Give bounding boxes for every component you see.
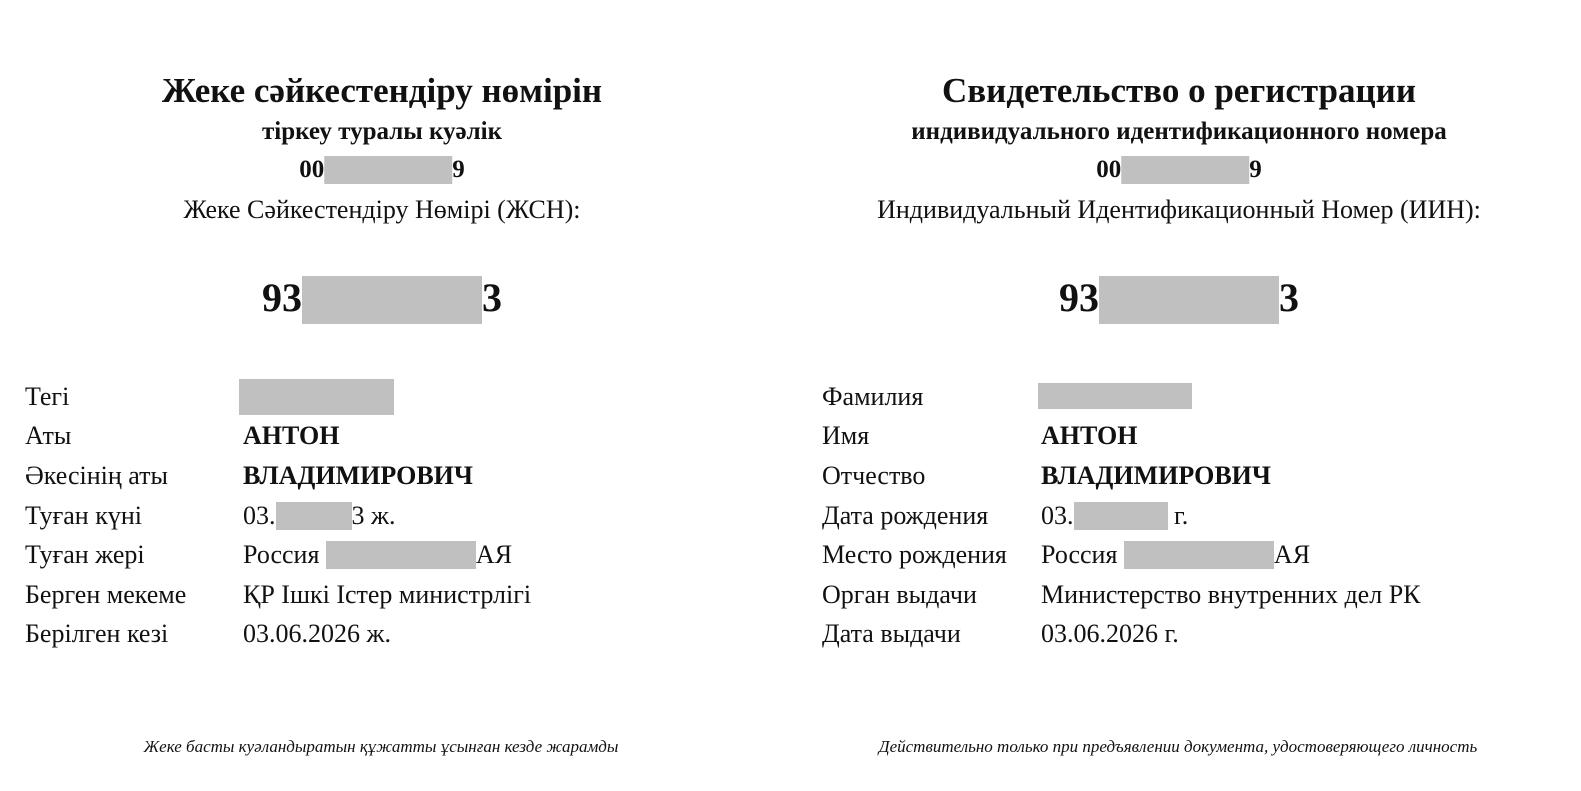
issue-date-value: 03.06.2026 ж. — [243, 619, 391, 648]
redaction-block — [1099, 276, 1279, 324]
certificate-number-prefix: 00 — [299, 156, 325, 183]
patronymic-label: Әкесінің аты — [25, 461, 168, 490]
birth-date-label: Туған күні — [25, 501, 142, 530]
redaction-block — [326, 541, 476, 569]
issuer-value: ҚР Ішкі Істер министрлігі — [243, 580, 532, 609]
birth-place-label: Место рождения — [822, 540, 1007, 569]
surname-label: Тегі — [25, 382, 70, 411]
issuer-value: Министерство внутренних дел РК — [1041, 580, 1421, 609]
name-value: АНТОН — [1041, 421, 1138, 450]
certificate-title: Свидетельство о регистрации — [941, 71, 1417, 110]
birth-date-prefix: 03. — [243, 501, 276, 530]
birth-place-suffix: АЯ — [475, 540, 513, 569]
id-number — [262, 274, 502, 324]
certificate-number-suffix: 9 — [1249, 156, 1262, 183]
id-number-prefix: 93 — [1059, 275, 1099, 320]
id-number-suffix: 3 — [482, 275, 502, 320]
certificate-number-suffix: 9 — [452, 156, 465, 183]
redaction-block — [1121, 156, 1249, 184]
patronymic-value: ВЛАДИМИРОВИЧ — [1041, 461, 1271, 490]
certificate-number-prefix: 00 — [1096, 156, 1122, 183]
birth-date-value — [1041, 500, 1188, 532]
validity-note: Действительно только при предъявлении документа, удостоверяющего личность — [878, 737, 1478, 756]
redaction-block — [1124, 541, 1274, 569]
birth-place-suffix: АЯ — [1273, 540, 1311, 569]
id-number — [1059, 274, 1299, 324]
birth-place-value — [1041, 539, 1310, 571]
id-number-prefix: 93 — [262, 275, 302, 320]
redaction-block — [302, 276, 482, 324]
name-label: Имя — [822, 421, 870, 450]
issue-date-value: 03.06.2026 г. — [1041, 619, 1179, 648]
certificate-number — [299, 155, 465, 185]
birth-date-prefix: 03. — [1041, 501, 1074, 530]
validity-note: Жеке басты куәландыратын құжатты ұсынған кезде жарамды — [143, 737, 619, 756]
name-value: АНТОН — [243, 421, 340, 450]
redaction-block — [324, 156, 452, 184]
redaction-block — [1074, 502, 1168, 530]
surname-label: Фамилия — [822, 382, 924, 411]
id-number-label: Индивидуальный Идентификационный Номер (ИИН): — [877, 195, 1481, 224]
redaction-block — [276, 502, 352, 530]
surname-redaction — [1038, 383, 1192, 409]
issuer-label: Орган выдачи — [822, 580, 977, 609]
issue-date-label: Дата выдачи — [822, 619, 961, 648]
issuer-label: Берген мекеме — [25, 580, 187, 609]
issue-date-label: Берілген кезі — [25, 619, 169, 648]
certificate-subtitle: тіркеу туралы куәлік — [261, 118, 503, 145]
birth-date-suffix: г. — [1167, 501, 1189, 530]
id-number-label: Жеке Сәйкестендіру Нөмірі (ЖСН): — [183, 195, 581, 224]
patronymic-label: Отчество — [822, 461, 926, 490]
certificate-kazakh-panel — [0, 0, 780, 791]
birth-place-label: Туған жері — [25, 540, 145, 569]
patronymic-value: ВЛАДИМИРОВИЧ — [243, 461, 473, 490]
birth-place-prefix: Россия — [1041, 540, 1118, 569]
certificate-number — [1096, 155, 1262, 185]
birth-date-label: Дата рождения — [822, 501, 989, 530]
birth-date-value — [243, 500, 395, 532]
certificate-russian-panel — [796, 0, 1581, 791]
name-label: Аты — [25, 421, 72, 450]
certificate-title: Жеке сәйкестендіру нөмірін — [161, 71, 603, 110]
birth-date-suffix: 3 ж. — [351, 501, 396, 530]
surname-redaction — [239, 379, 394, 415]
certificate-subtitle: индивидуального идентификационного номера — [911, 118, 1447, 145]
birth-place-value — [243, 539, 512, 571]
id-number-suffix: 3 — [1279, 275, 1299, 320]
birth-place-prefix: Россия — [243, 540, 320, 569]
